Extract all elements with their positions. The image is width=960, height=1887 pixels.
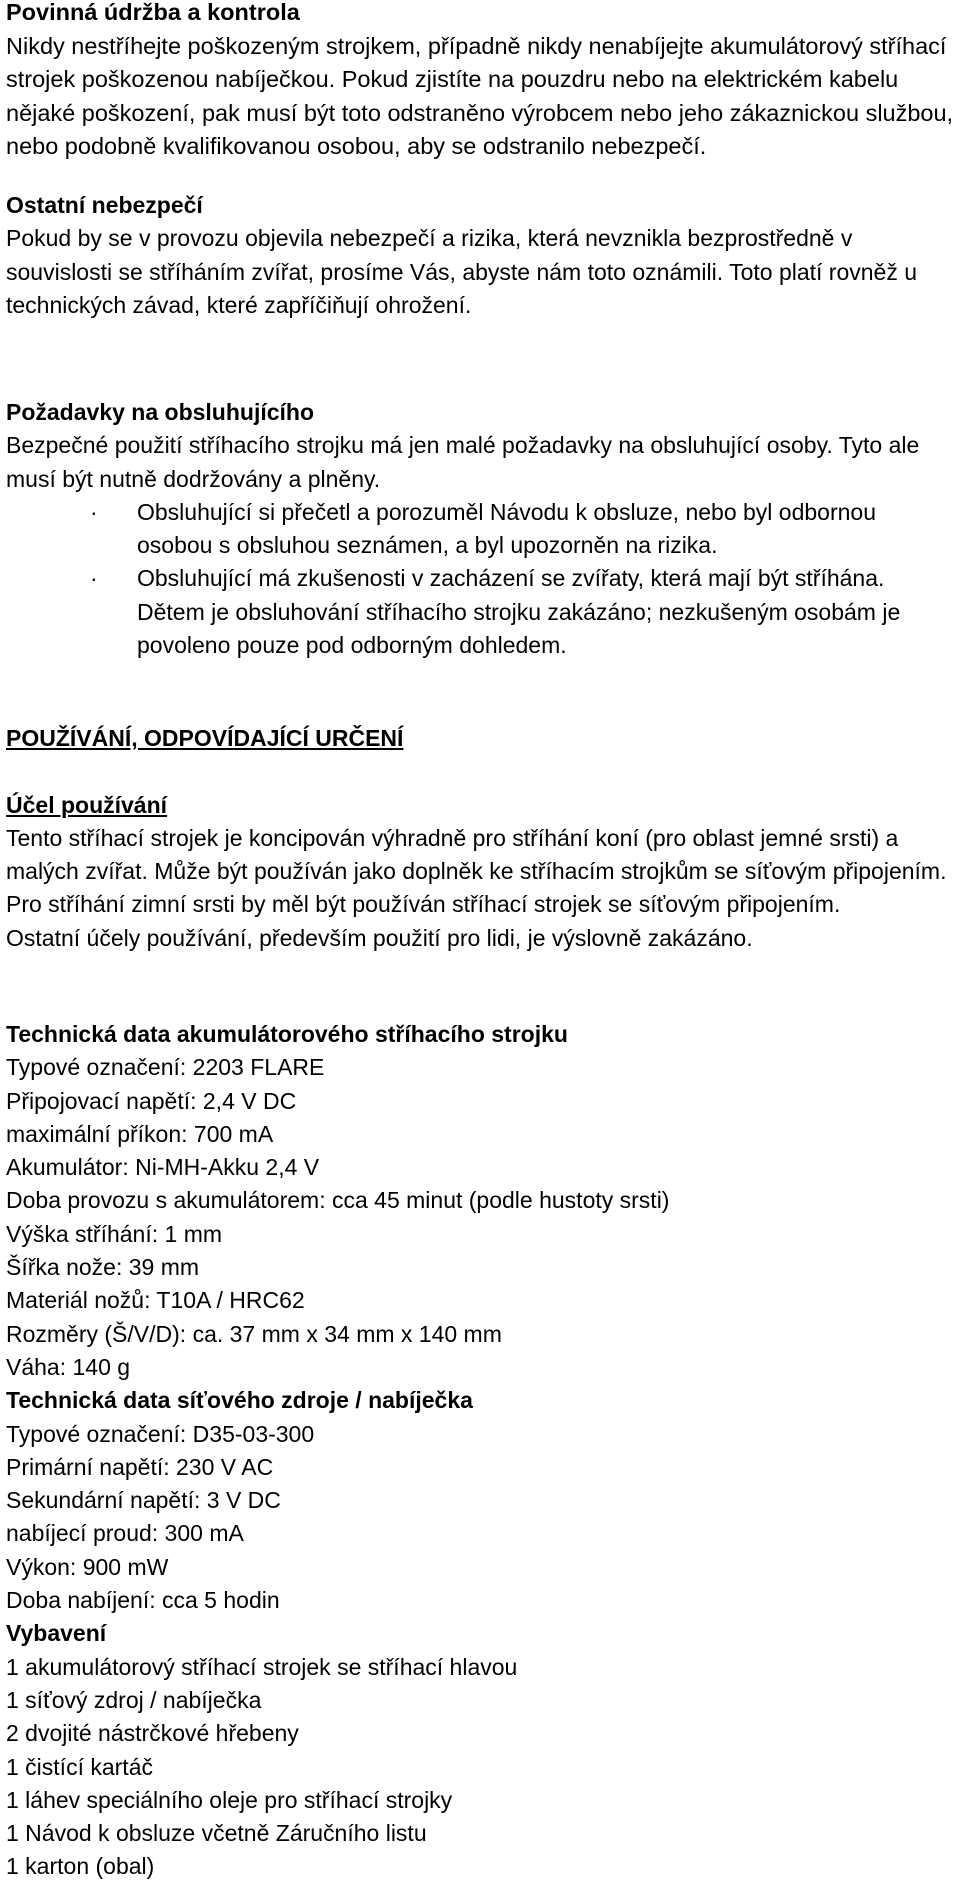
maintenance-text: Nikdy nestříhejte poškozeným strojkem, případně nikdy nenabíjejte akumulátorový stříhací strojek poškozenou nabíječkou. Pokud zjistíte na pouzdru nebo na elektrickém kabelu nějaké poškození, pak musí být toto odstraněno výrobcem nebo jeho zákaznickou službou, nebo podobně kvalifikovanou osobou, aby se odstranilo nebezpečí. — [6, 32, 954, 159]
spec-line: Doba nabíjení: cca 5 hodin — [6, 1587, 280, 1614]
spec-line: Typové označení: 2203 FLARE — [6, 1054, 325, 1081]
bullet-text: Obsluhující má zkušenosti v zacházení se zvířaty, která mají být stříhána. Dětem je obsluhování stříhacího strojku zakázáno; nezkušeným osobám je povoleno pouze pod odborným dohledem. — [137, 565, 901, 659]
spec-line: Primární napětí: 230 V AC — [6, 1453, 274, 1480]
equipment-heading: Vybavení — [6, 1620, 107, 1647]
intended-use-section — [6, 722, 954, 955]
spec-line: Rozměry (Š/V/D): ca. 37 mm x 34 mm x 140 mm — [6, 1320, 502, 1347]
maintenance-section — [6, 0, 954, 164]
spec-line: Připojovací napětí: 2,4 V DC — [6, 1087, 297, 1114]
operator-requirements-list — [6, 496, 954, 662]
spec-line: Šířka nože: 39 mm — [6, 1254, 200, 1281]
bullet-mark: · — [90, 498, 98, 525]
list-item — [6, 496, 954, 563]
spec-line: Sekundární napětí: 3 V DC — [6, 1487, 281, 1514]
equipment-item: 1 čistící kartáč — [6, 1753, 153, 1780]
operator-requirements-text: Bezpečné použití stříhacího strojku má jen malé požadavky na obsluhující osoby. Tyto ale musí být nutně dodržovány a plněny. — [6, 432, 920, 492]
tech-charger-heading: Technická data síťového zdroje / nabíječka — [6, 1387, 473, 1414]
purpose-heading: Účel používání — [6, 791, 168, 818]
other-dangers-heading: Ostatní nebezpečí — [6, 192, 203, 218]
spec-line: maximální příkon: 700 mA — [6, 1120, 274, 1147]
list-item — [6, 562, 954, 662]
spec-line: Výška stříhání: 1 mm — [6, 1220, 223, 1247]
bullet-mark: · — [90, 565, 98, 592]
spec-line: Typové označení: D35-03-300 — [6, 1420, 315, 1447]
operator-requirements-heading: Požadavky na obsluhujícího — [6, 399, 315, 425]
spec-line: Výkon: 900 mW — [6, 1553, 169, 1580]
equipment-item: 1 láhev speciálního oleje pro stříhací strojky — [6, 1786, 453, 1813]
spacer — [6, 755, 954, 788]
operator-requirements-section — [6, 396, 954, 662]
spec-line: Akumulátor: Ni-MH-Akku 2,4 V — [6, 1154, 320, 1181]
equipment-item: 1 karton (obal) — [6, 1853, 155, 1880]
tech-clipper-heading: Technická data akumulátorového stříhacího strojku — [6, 1021, 568, 1047]
maintenance-heading: Povinná údržba a kontrola — [6, 0, 300, 25]
intended-use-title: POUŽÍVÁNÍ, ODPOVÍDAJÍCÍ URČENÍ — [6, 725, 404, 751]
equipment-item: 1 Návod k obsluze včetně Záručního listu — [6, 1820, 427, 1847]
bullet-text: Obsluhující si přečetl a porozuměl Návodu k obsluze, nebo byl odbornou osobou s obsluhou seznámen, a byl upozorněn na rizika. — [137, 498, 876, 559]
spec-line: nabíjecí proud: 300 mA — [6, 1520, 244, 1547]
spec-line: Váha: 140 g — [6, 1353, 131, 1380]
other-dangers-section — [6, 189, 954, 322]
other-uses-text: Ostatní účely používání, především použití pro lidi, je výslovně zakázáno. — [6, 924, 753, 951]
purpose-text: Tento stříhací strojek je koncipován výhradně pro stříhání koní (pro oblast jemné srsti) a malých zvířat. Může být používán jako doplněk ke stříhacím strojkům se síťovým připojením. Pro stříhání zimní srsti by měl být používán stříhací strojek se síťovým připojením. — [6, 824, 947, 918]
equipment-item: 1 akumulátorový stříhací strojek se stříhací hlavou — [6, 1653, 518, 1680]
equipment-item: 2 dvojité nástrčkové hřebeny — [6, 1720, 299, 1747]
equipment-item: 1 síťový zdroj / nabíječka — [6, 1686, 262, 1713]
spec-line: Materiál nožů: T10A / HRC62 — [6, 1287, 305, 1314]
technical-section — [6, 1018, 954, 1884]
other-dangers-text: Pokud by se v provozu objevila nebezpečí a rizika, která nevznikla bezprostředně v souvislosti se stříháním zvířat, prosíme Vás, abyste nám toto oznámili. Toto platí rovněž u technických závad, které zapříčiňují ohrožení. — [6, 225, 918, 318]
spec-line: Doba provozu s akumulátorem: cca 45 minut (podle hustoty srsti) — [6, 1187, 670, 1214]
